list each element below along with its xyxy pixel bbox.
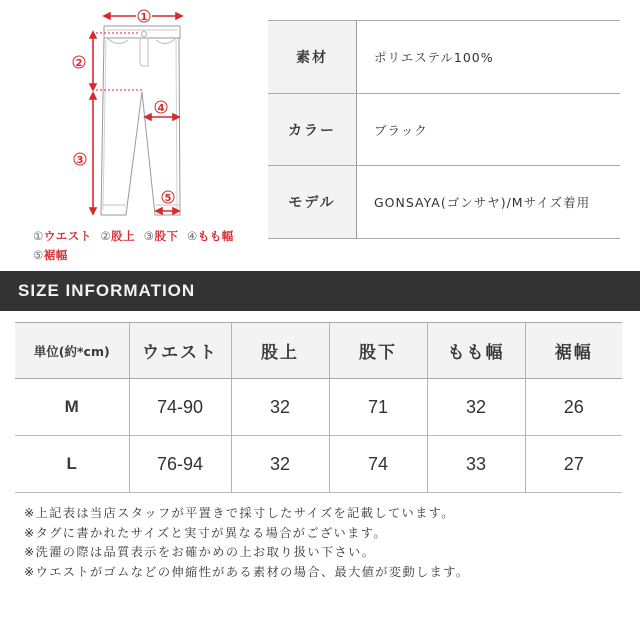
svg-text:1: 1	[140, 12, 148, 23]
spec-label: 素材	[268, 21, 357, 93]
note-line: ※タグに書かれたサイズと実寸が異なる場合がございます。	[24, 525, 387, 540]
legend-item-hem: ⑤裾幅	[33, 248, 68, 262]
size-label: M	[64, 397, 79, 416]
section-title: SIZE INFORMATION	[18, 281, 196, 300]
size-information-header	[0, 271, 640, 311]
pants-illustration	[0, 0, 260, 225]
spec-value: ブラック	[374, 122, 428, 138]
cell-hem: 27	[525, 436, 622, 493]
size-notes	[24, 504, 469, 582]
spec-value: GONSAYA(ゴンサヤ)/Mサイズ着用	[374, 195, 591, 211]
table-row	[15, 379, 622, 436]
cell-inseam: 74	[329, 436, 427, 493]
header-rise: 股上	[231, 323, 329, 379]
product-spec-table	[268, 20, 620, 239]
cell-hem: 26	[525, 379, 622, 436]
cell-rise: 32	[231, 436, 329, 493]
size-table-header-row	[15, 323, 622, 379]
spec-label: モデル	[268, 166, 357, 238]
size-label: L	[66, 454, 77, 473]
svg-text:3: 3	[76, 155, 84, 166]
cell-waist: 76-94	[129, 436, 231, 493]
svg-text:5: 5	[164, 193, 172, 204]
spec-value: ポリエステル100%	[374, 49, 494, 65]
spec-label: カラー	[268, 94, 357, 166]
legend-item-rise: ②股上	[100, 229, 136, 243]
cell-inseam: 71	[329, 379, 427, 436]
spec-row-model	[268, 166, 620, 239]
header-hem: 裾幅	[525, 323, 622, 379]
header-waist: ウエスト	[129, 323, 231, 379]
measurement-legend	[33, 227, 253, 265]
cell-thigh: 33	[427, 436, 525, 493]
spec-row-color	[268, 94, 620, 167]
header-thigh: もも幅	[427, 323, 525, 379]
legend-item-inseam: ③股下	[143, 229, 179, 243]
note-line: ※上記表は当店スタッフが平置きで採寸したサイズを記載しています。	[24, 506, 455, 520]
legend-item-thigh: ④もも幅	[186, 229, 234, 243]
cell-waist: 74-90	[129, 379, 231, 436]
svg-text:4: 4	[157, 103, 165, 114]
cell-thigh: 32	[427, 379, 525, 436]
pants-measurement-diagram	[0, 0, 260, 265]
header-inseam: 股下	[329, 323, 427, 379]
note-line: ※ウエストがゴムなどの伸縮性がある素材の場合、最大値が変動します。	[24, 564, 470, 579]
legend-item-waist: ①ウエスト	[33, 229, 92, 243]
header-unit: 単位(約*cm)	[33, 343, 110, 359]
spec-row-material	[268, 21, 620, 94]
cell-rise: 32	[231, 379, 329, 436]
svg-text:2: 2	[75, 58, 83, 69]
table-row	[15, 436, 622, 493]
note-line: ※洗濯の際は品質表示をお確かめの上お取り扱い下さい。	[24, 545, 376, 560]
size-table	[15, 322, 622, 493]
